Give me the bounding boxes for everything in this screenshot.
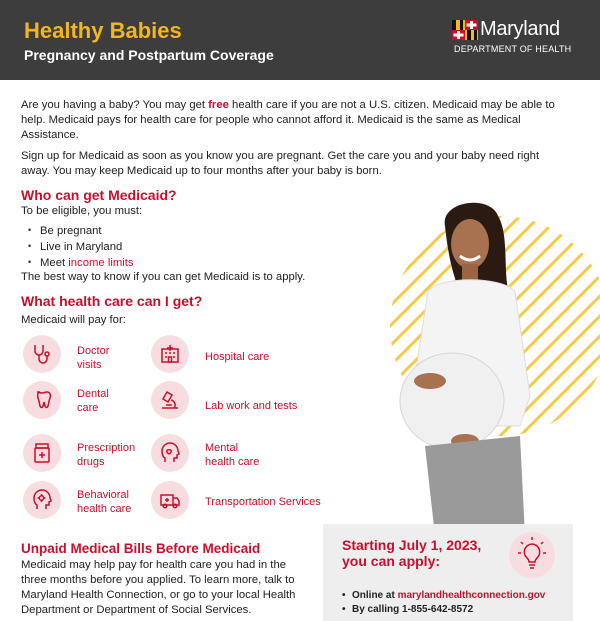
who-closing: The best way to know if you can get Medicaid is to apply. xyxy=(21,271,306,283)
page-title: Healthy Babies xyxy=(24,18,182,43)
free-highlight: free xyxy=(208,99,229,111)
service-label: Transportation Services xyxy=(205,496,321,508)
head-heart-icon xyxy=(151,434,189,472)
maryland-logo xyxy=(452,18,584,58)
pregnant-woman-photo xyxy=(370,196,600,536)
service-label: Dental care xyxy=(77,388,109,414)
lightbulb-icon xyxy=(509,532,555,578)
list-item-text: Meet xyxy=(40,257,69,269)
eligibility-list xyxy=(28,223,134,271)
intro-text: Are you having a baby? You may get xyxy=(21,99,209,111)
page-subtitle: Pregnancy and Postpartum Coverage xyxy=(24,47,274,63)
maryland-flag-icon xyxy=(452,20,478,40)
page-header xyxy=(0,0,600,80)
apply-online-text: Online at xyxy=(352,590,398,601)
who-heading: Who can get Medicaid? xyxy=(21,187,177,203)
stethoscope-icon xyxy=(23,335,61,373)
head-gear-icon xyxy=(23,481,61,519)
list-item xyxy=(342,589,545,603)
service-label: Behavioral health care xyxy=(77,489,132,515)
tooth-icon xyxy=(23,381,61,419)
what-heading: What health care can I get? xyxy=(21,293,203,309)
service-label: Mental health care xyxy=(205,442,260,468)
who-lead: To be eligible, you must: xyxy=(21,205,143,217)
unpaid-body: Medicaid may help pay for health care you had in the three months before you applied. To learn more, talk to Maryland Health Connection, or go to your local Health Department or Department of Social Services. xyxy=(21,559,296,616)
apply-callout-title: Starting July 1, 2023, you can apply: xyxy=(342,537,482,569)
microscope-icon xyxy=(151,381,189,419)
apply-methods-list xyxy=(342,589,545,617)
pill-bottle-icon xyxy=(23,434,61,472)
unpaid-heading: Unpaid Medical Bills Before Medicaid xyxy=(21,541,261,556)
intro-text-continued: health care if you are not a U.S. citizen. Medicaid may be able to help. Medicaid pays for health care for people who cannot afford it. Medicaid is the same as Medical Assistance. xyxy=(21,99,555,141)
list-item: • Live in Maryland xyxy=(28,239,134,255)
list-item: • By calling 1-855-642-8572 xyxy=(342,603,545,617)
list-item: • Be pregnant xyxy=(28,223,134,239)
apply-online-link[interactable]: marylandhealthconnection.gov xyxy=(397,590,546,601)
income-limits-link[interactable]: income limits xyxy=(68,257,134,269)
service-label: Doctor visits xyxy=(77,345,110,371)
service-label: Prescription drugs xyxy=(77,442,136,468)
intro-paragraph-2: Sign up for Medicaid as soon as you know you are pregnant. Get the care you and your baby need right away. You may keep Medicaid up to four months after your baby is born. xyxy=(21,150,540,177)
hospital-icon xyxy=(151,335,189,373)
service-label: Lab work and tests xyxy=(205,400,298,412)
intro-paragraph-1 xyxy=(21,98,569,143)
apply-callout xyxy=(323,524,573,621)
logo-name: Maryland xyxy=(480,18,560,40)
van-icon xyxy=(151,481,189,519)
logo-department: DEPARTMENT OF HEALTH xyxy=(454,44,572,54)
list-item xyxy=(28,255,134,271)
what-lead: Medicaid will pay for: xyxy=(21,314,126,326)
service-label: Hospital care xyxy=(205,351,270,363)
